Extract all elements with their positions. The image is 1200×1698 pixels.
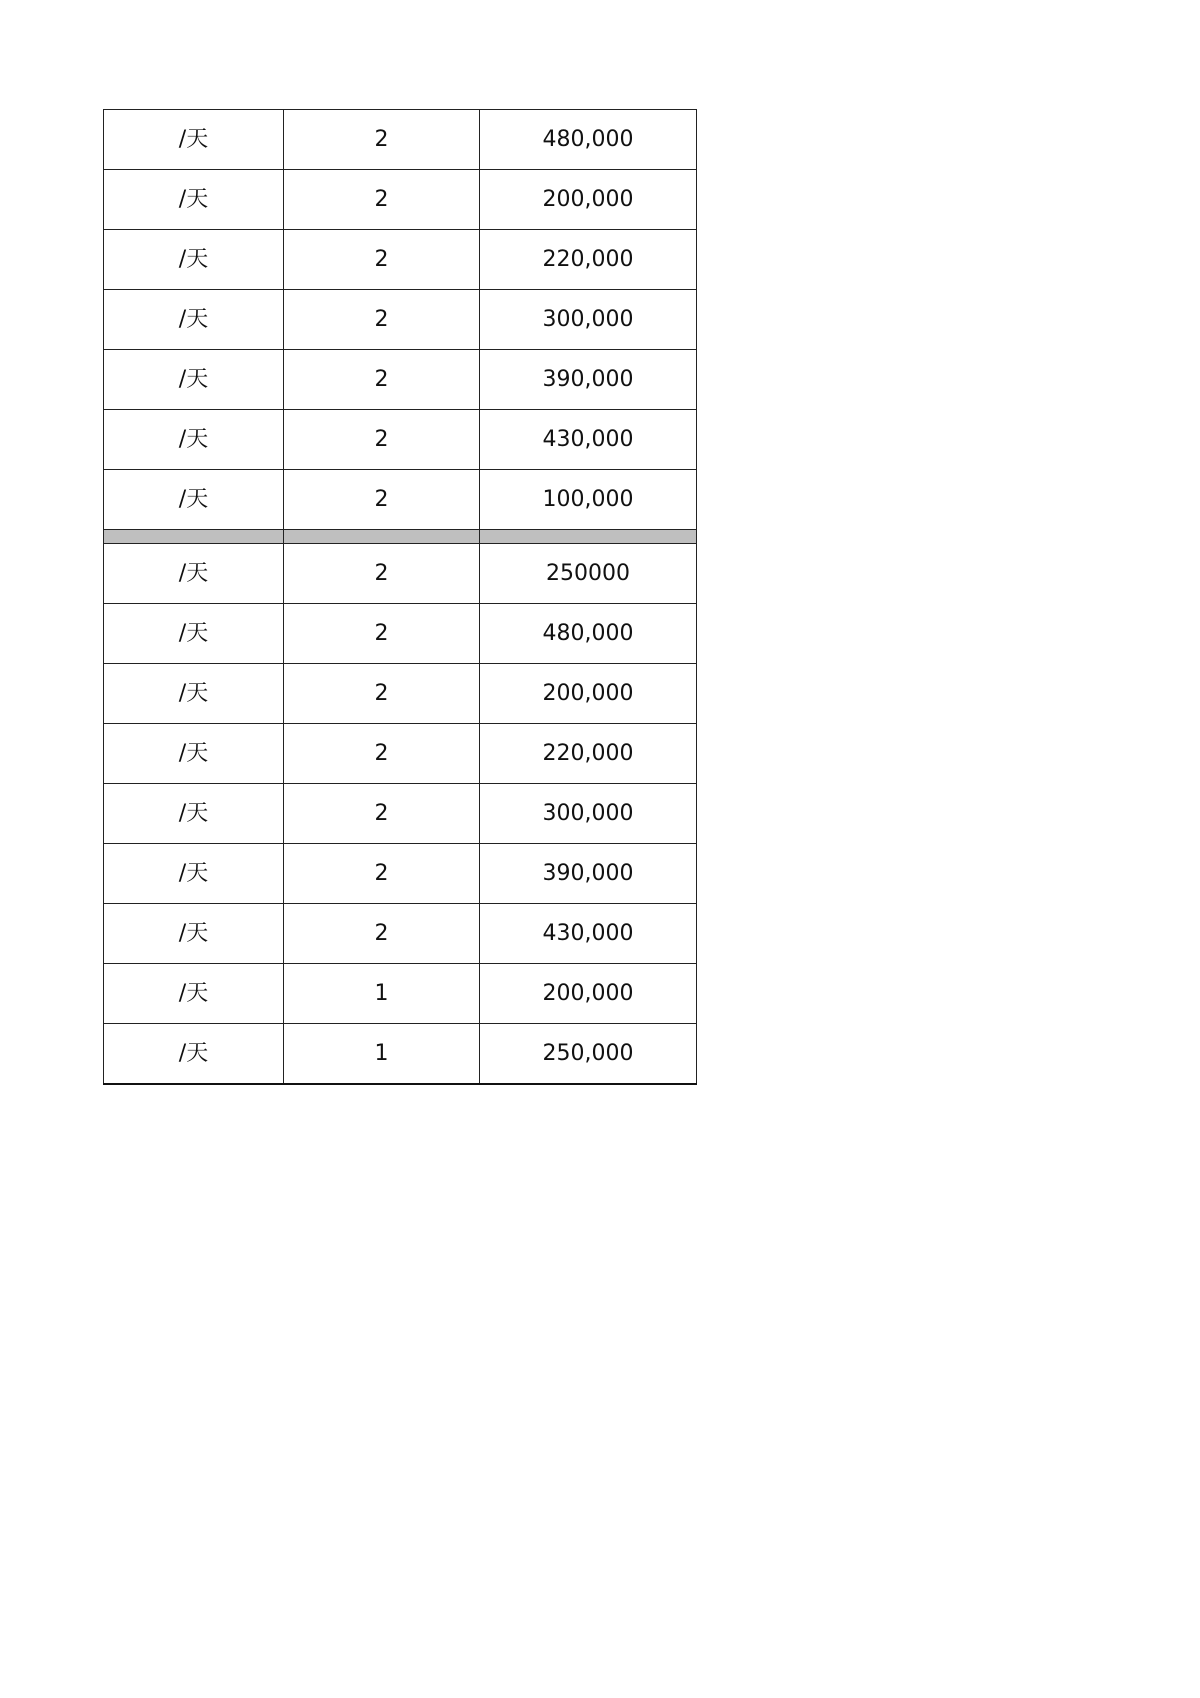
unit-cell: /天 [104, 290, 284, 350]
amount-cell: 480,000 [480, 110, 697, 170]
table-row [104, 544, 697, 604]
divider-cell [104, 530, 284, 544]
amount-cell: 480,000 [480, 604, 697, 664]
unit-cell: /天 [104, 544, 284, 604]
quantity-cell: 2 [284, 724, 480, 784]
price-table [103, 109, 697, 1085]
amount-cell: 430,000 [480, 410, 697, 470]
divider-cell [480, 530, 697, 544]
quantity-cell: 2 [284, 470, 480, 530]
table-row [104, 964, 697, 1024]
amount-cell: 300,000 [480, 784, 697, 844]
unit-cell: /天 [104, 350, 284, 410]
unit-cell: /天 [104, 1024, 284, 1085]
amount-cell: 200,000 [480, 664, 697, 724]
table-row [104, 470, 697, 530]
quantity-cell: 2 [284, 544, 480, 604]
table-row [104, 784, 697, 844]
amount-cell: 430,000 [480, 904, 697, 964]
table-row [104, 230, 697, 290]
amount-cell: 250000 [480, 544, 697, 604]
unit-cell: /天 [104, 904, 284, 964]
quantity-cell: 2 [284, 410, 480, 470]
quantity-cell: 2 [284, 230, 480, 290]
amount-cell: 100,000 [480, 470, 697, 530]
quantity-cell: 2 [284, 664, 480, 724]
table-row [104, 904, 697, 964]
unit-cell: /天 [104, 170, 284, 230]
table-row [104, 110, 697, 170]
table-row [104, 1024, 697, 1085]
amount-cell: 220,000 [480, 230, 697, 290]
unit-cell: /天 [104, 784, 284, 844]
table-row [104, 724, 697, 784]
unit-cell: /天 [104, 844, 284, 904]
divider-cell [284, 530, 480, 544]
quantity-cell: 2 [284, 904, 480, 964]
amount-cell: 250,000 [480, 1024, 697, 1085]
amount-cell: 200,000 [480, 170, 697, 230]
table-row [104, 170, 697, 230]
table-row [104, 350, 697, 410]
unit-cell: /天 [104, 110, 284, 170]
table-row [104, 410, 697, 470]
unit-cell: /天 [104, 470, 284, 530]
table-row [104, 664, 697, 724]
unit-cell: /天 [104, 664, 284, 724]
table-row [104, 290, 697, 350]
price-table-body [104, 110, 697, 1085]
amount-cell: 300,000 [480, 290, 697, 350]
table-row [104, 844, 697, 904]
unit-cell: /天 [104, 230, 284, 290]
unit-cell: /天 [104, 724, 284, 784]
quantity-cell: 2 [284, 784, 480, 844]
unit-cell: /天 [104, 604, 284, 664]
section-divider-row [104, 530, 697, 544]
unit-cell: /天 [104, 410, 284, 470]
amount-cell: 200,000 [480, 964, 697, 1024]
amount-cell: 390,000 [480, 844, 697, 904]
quantity-cell: 1 [284, 964, 480, 1024]
quantity-cell: 2 [284, 290, 480, 350]
table-row [104, 604, 697, 664]
quantity-cell: 2 [284, 844, 480, 904]
amount-cell: 390,000 [480, 350, 697, 410]
quantity-cell: 2 [284, 350, 480, 410]
unit-cell: /天 [104, 964, 284, 1024]
quantity-cell: 1 [284, 1024, 480, 1085]
amount-cell: 220,000 [480, 724, 697, 784]
quantity-cell: 2 [284, 604, 480, 664]
quantity-cell: 2 [284, 170, 480, 230]
quantity-cell: 2 [284, 110, 480, 170]
